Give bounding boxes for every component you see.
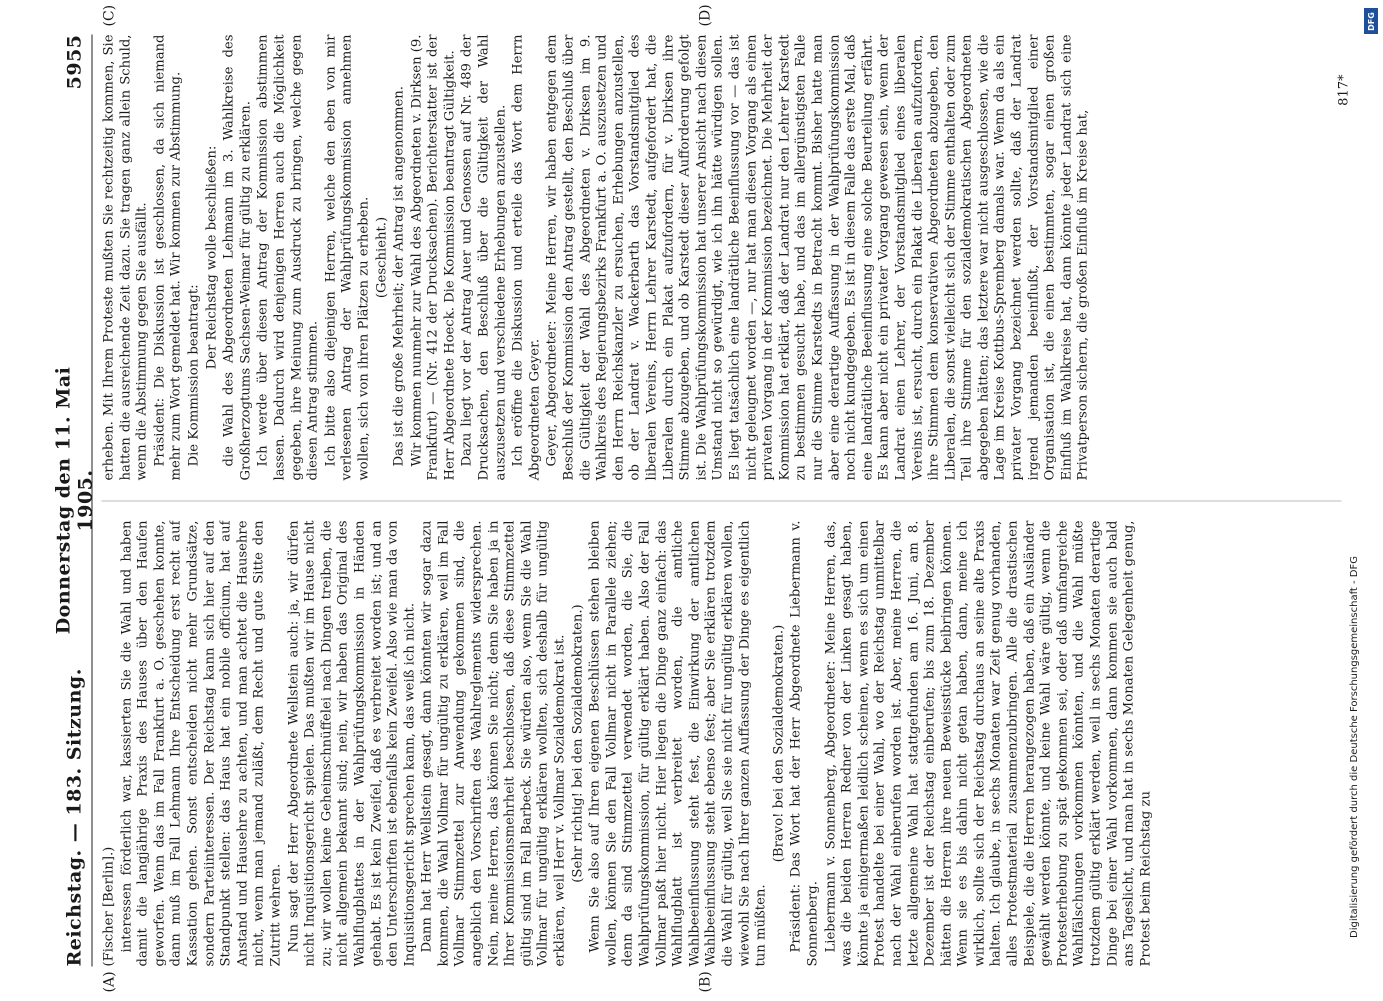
interjection: (Bravo! bei den Sozialdemokraten.) bbox=[771, 624, 787, 863]
left-column bbox=[102, 521, 1352, 967]
interjection: (Geschieht.) bbox=[374, 216, 389, 299]
interjection: (Sehr richtig! bei den Sozialdemokraten.) bbox=[570, 604, 586, 883]
paragraph: Wir kommen nunmehr zur Wahl des Abgeordneten v. Dirksen (9. Frankfurt) — (Nr. 412 der Drucksachen). Berichterstatter ist der Herr Abgeordnete Hoeck. Die Kommission beantragt Gültigkeit. bbox=[409, 34, 458, 481]
dfg-logo bbox=[1364, 8, 1378, 34]
paragraph: Präsident: Die Diskussion ist geschlossen, da sich niemand mehr zum Wort gemeldet hat. Wir kommen zur Abstimmung. bbox=[152, 34, 184, 481]
margin-letter-d: (D) bbox=[697, 4, 714, 27]
paragraph: Liebermann v. Sonnenberg, Abgeordneter: Meine Herren, das, was die beiden Herren Redner von der Linken gesagt haben, könnte ja einigermaßen leidlich scheinen, wenn es sich um einen Protest handelte bei einer Wahl, wo der Reichstag unmittelbar nach der Wahl einberufen worden ist. Aber, meine Herren, die letzte allgemeine Wahl hat stattgefunden am 16. Juni, am 8. Dezember ist der Reichstag einberufen; bis zum 18. Dezember hätten die Herren ihre neuen Beweisstücke beibringen können. Wenn sie es bis dahin nicht getan haben, dann, meine ich wirklich, sollte sich der Reichstag durchaus an seine alte Praxis halten. Ich glaube, in sechs Monaten war Zeit genug vorhanden, alles Protestmaterial zusammenzubringen. Alle die drastischen Beispiele, die die Herren herangezogen haben, daß ein Ausländer gewählt werden könnte, und keine Wahl wäre gültig, wenn die Protesterhebung zu spät gekommen sei, oder daß umfangreiche Wahlfälschungen vorkommen könnten, und die Wahl müßte trotzdem gültig erklärt werden, weil in sechs Monaten derartige Dinge bei einer Wahl vorkommen, dann kommen sie auch bald ans Tageslicht, und man hat in sechs Monaten Gelegenheit genug, Protest beim Reichstag zu bbox=[823, 520, 1154, 967]
paragraph: interessen förderlich war, kassierten Sie die Wahl und haben damit die langjährige Praxis des Hauses über den Haufen geworfen. Wenn das im Fall Frankfurt a. O. geschehen konnte, dann muß im Fall Lehmann Ihre Entscheidung erst recht auf Kassation gehen. Sonst entscheiden nicht mehr Grundsätze, sondern Parteiinteressen. Der Reichstag kann sich hier auf den Standpunkt stellen: das Haus hat ein nobile officium, hat auf Anstand und Hausehre zu achten, und man achtet die Hausehre nicht, wenn man jemand zuläßt, dem Recht und gute Sitte den Zutritt wehren. bbox=[119, 520, 284, 967]
paragraph: Ich eröffne die Diskussion und erteile das Wort dem Herrn Abgeordneten Geyer. bbox=[510, 34, 543, 481]
paragraph: Dann hat Herr Wellstein gesagt, dann könnten wir sogar dazu kommen, die Wahl Vollmar für ungültig zu erklären, weil im Fall Vollmar Stimmzettel zur Anwendung gekommen sind, die angeblich den Vorschriften des Wahlreglements widersprechen. Nein, meine Herren, das können Sie nicht; denn Sie haben ja in Ihrer Kommissionsmehrheit beschlossen, daß diese Stimmzettel gültig sind im Fall Barbeck. Sie würden also, wenn Sie die Wahl Vollmar für ungültig erklären wollten, sich deshalb für ungültig erklären, weil Herr v. Vollmar Sozialdemokrat ist. bbox=[419, 520, 568, 967]
header-left: Reichstag. — 183. Sitzung. bbox=[63, 668, 86, 967]
paragraph: Die Kommission beantragt: bbox=[186, 284, 202, 467]
margin-letter-a: (A) bbox=[101, 971, 118, 993]
motion-text: die Wahl des Abgeordneten Lehmann im 3. Wahlkreise des Großherzogtums Sachsen-Weimar für gültig zu erklären. bbox=[221, 34, 254, 481]
paragraph: erheben. Mit Ihrem Proteste mußten Sie rechtzeitig kommen, Sie hatten die ausreichende Zeit dazu. Sie tragen ganz allein Schuld, wenn die Abstimmung gegen Sie ausfällt. bbox=[101, 34, 150, 481]
margin-letter-b: (B) bbox=[697, 971, 714, 993]
paragraph: Nun sagt der Herr Abgeordnete Wellstein auch: ja, wir dürfen nicht Inquisitionsgericht spielen. Das mußten wir im Hause nicht zu; wir wollen keine Geheimschnüffelei nach Dingen treiben, die nicht allgemein bekannt sind; nein, wir haben das Original des Wahlflugblattes in der Wahlprüfungskommission in Händen gehabt. Es ist kein Zweifel, daß es verbreitet worden ist; und an den Unterschriften ist ebenfalls kein Zweifel. Also wie man da von Inquisitionsgericht sprechen kann, das weiß ich nicht. bbox=[286, 520, 418, 967]
page-number: 5955 bbox=[63, 34, 86, 90]
page-header bbox=[52, 34, 97, 967]
digitization-credit bbox=[1345, 28, 1379, 968]
paragraph: Ich bitte also diejenigen Herren, welche den eben von mir verlesenen Antrag der Wahlprüfungskommission annehmen wollen, sich von ihren Plätzen zu erheben. bbox=[323, 34, 372, 481]
paragraph: Geyer, Abgeordneter: Meine Herren, wir haben entgegen dem Beschluß der Kommission den Antrag gestellt, den Beschluß über die Gültigkeit der Wahl des Abgeordneten v. Dirksen im 9. Wahlkreis des Regierungsbezirks Frankfurt a. O. auszusetzen und den Herrn Reichskanzler zu ersuchen, Erhebungen anzustellen, ob der Landrat v. Wackerbarth das Vorstandsmitglied des liberalen Vereins, Herrn Lehrer Karstedt, aufgefordert hat, die Liberalen durch ein Plakat aufzufordern, für v. Dirksen ihre Stimme abzugeben, und ob Karstedt dieser Aufforderung gefolgt ist. Die Wahlprüfungskommission hat unserer Ansicht nach diesen Umstand nicht so gewürdigt, wie ich ihn hätte würdigen sollen. Es liegt tatsächlich eine landrätliche Beeinflussung vor — das ist nicht geleugnet worden —, nur hat man diesen Vorgang als einen privaten Vorgang in der Kommission bezeichnet. Die Mehrheit der Kommission hat erklärt, daß der Landrat nur den Lehrer Karstedt zu bestimmen gesucht habe, und das im allergünstigsten Falle nur die Stimme Karstedts in Betracht kommt. Bisher hatte man aber eine derartige Auffassung in der Wahlprüfungskommission noch nicht kundgegeben. Es ist in diesem Falle das erste Mal, daß eine landrätliche Beeinflussung eine solche Beurteilung erfährt. Es kann aber nicht ein privater Vorgang gewesen sein, wenn der Landrat einen Lehrer, der Vorstandsmitglied eines liberalen Vereins ist, ersucht, durch ein Plakat die Liberalen aufzufordern, ihre Stimmen dem konservativen Abgeordneten abzugeben, den Liberalen, die sonst vielleicht sich der Stimme enthalten oder zum Teil ihre Stimme für den sozialdemokratischen Abgeordneten abgegeben hätten; das letztere war nicht ausgeschlossen, wie die Lage im Kreise Kottbus-Spremberg damals war. Wenn da als ein privater Vorgang bezeichnet werden sollte, daß der Landrat irgend jemanden beeinflußt, der Vorstandsmitglied einer Organisation ist, die einen bestimmten, sogar einen großen Einfluß im Wahlkreise hat, dann könnte jeder Landrat sich eine Privatperson sichern, die großen Einfluß im Kreise hat, bbox=[544, 34, 1091, 481]
paragraph: Ich werde über diesen Antrag der Kommission abstimmen lassen. Dadurch wird denjenigen Herren auch die Möglichkeit gegeben, ihre Meinung zum Ausdruck zu bringen, welche gegen diesen Antrag stimmen. bbox=[255, 34, 321, 481]
paragraph: Dazu liegt vor der Antrag Auer und Genossen auf Nr. 489 der Drucksachen, den Beschluß über die Gültigkeit der Wahl auszusetzen und verschiedene Erhebungen anzustellen. bbox=[459, 34, 509, 481]
paragraph: Präsident: Das Wort hat der Herr Abgeordnete Liebermann v. Sonnenberg. bbox=[788, 520, 821, 967]
margin-letter-c: (C) bbox=[101, 4, 118, 27]
paragraph: Der Reichstag wolle beschließen: bbox=[204, 145, 220, 370]
rotated-page bbox=[0, 1, 1383, 1001]
sheet-number: 817* bbox=[1336, 74, 1352, 106]
right-column bbox=[102, 35, 1352, 481]
logo-label: DFG bbox=[1366, 11, 1376, 31]
document-page bbox=[52, 4, 1360, 993]
credit-text: Digitalisierung gefördert durch die Deutsche Forschungsgemeinschaft - DFG bbox=[1349, 555, 1360, 938]
paragraph: Das ist die große Mehrheit; der Antrag ist angenommen. bbox=[391, 86, 407, 467]
header-center: Donnerstag den 11. Mai 1905. bbox=[52, 366, 97, 635]
paragraph: (Fischer [Berlin].) bbox=[101, 846, 117, 967]
column-divider bbox=[102, 501, 1342, 502]
paragraph: Wenn Sie also auf Ihren eigenen Beschlüssen stehen bleiben wollen, können Sie den Fall Vollmar nicht in Parallele ziehen; denn da sind Stimmzettel verwendet worden, die Sie, die Wahlprüfungskommission, für gültig erklärt haben. Also der Fall Vollmar paßt hier nicht. Hier liegen die Dinge ganz einfach: das Wahlflugblatt ist verbreitet worden, die amtliche Wahlbeeinflussung steht fest, die Einwirkung der amtlichen Wahlbeeinflussung steht ebenso fest; aber Sie erklären trotzdem die Wahl für gültig, weil Sie sie nicht für ungültig erklären wollen, wiewohl Sie nach Ihrer ganzen Auffassung der Dinge es eigentlich tun müßten. bbox=[587, 520, 769, 967]
